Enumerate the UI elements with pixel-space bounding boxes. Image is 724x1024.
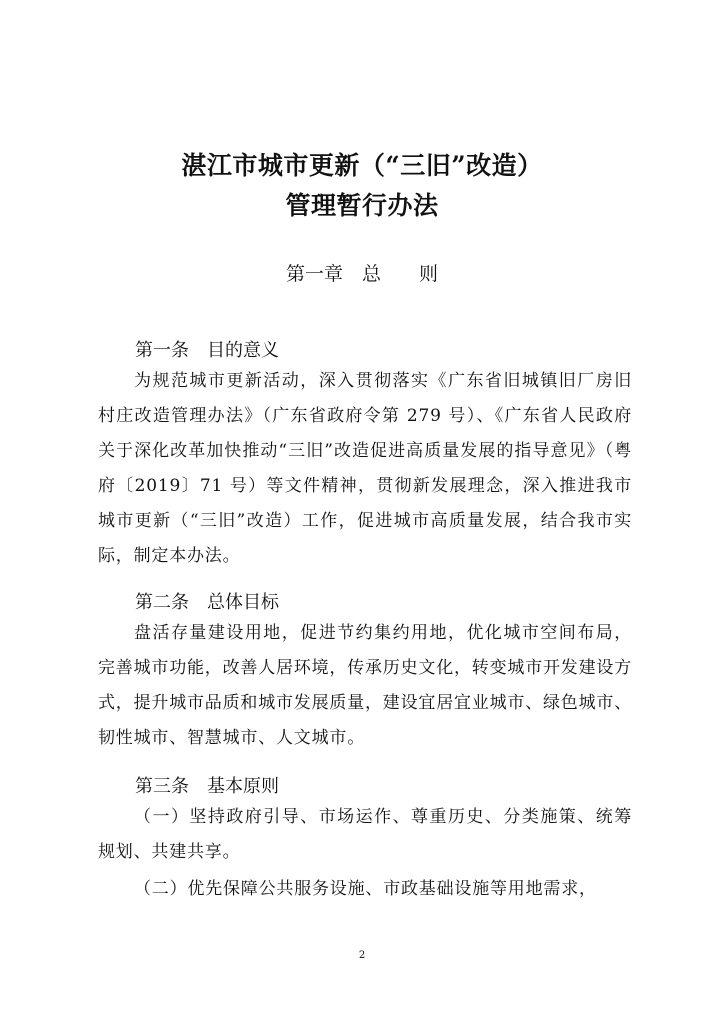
article-3-paragraph-2: （二）优先保障公共服务设施、市政基础设施等用地需求， <box>134 879 597 899</box>
article-number: 第二条 <box>135 592 189 613</box>
article-1-heading <box>135 336 279 362</box>
article-number: 第三条 <box>135 776 189 797</box>
article-2-paragraph: 盘活存量建设用地，促进节约集约用地，优化城市空间布局，完善城市功能，改善人居环境，传承历史文化，转变城市开发建设方式，提升城市品质和城市发展质量，建设宜居宜业城市、绿色城市、韧性城市、智慧城市、人文城市。 <box>98 623 632 748</box>
chapter-name: 总 则 <box>362 263 439 285</box>
chapter-heading <box>0 259 724 286</box>
chapter-label: 第一章 <box>285 263 343 285</box>
page-number: 2 <box>358 950 366 961</box>
article-2-heading <box>135 588 279 614</box>
document-title-line-2: 管理暂行办法 <box>285 191 439 220</box>
document-title-line-1: 湛江市城市更新（“三旧”改造） <box>181 151 543 180</box>
article-1-paragraph: 为规范城市更新活动，深入贯彻落实《广东省旧城镇旧厂房旧村庄改造管理办法》（广东省政府令第 279 号）、《广东省人民政府关于深化改革加快推动“三旧”改造促进高质量发展的指导意见》（粤府〔2019〕71 号）等文件精神，贯彻新发展理念，深入推进我市城市更新（“三旧”改造）工作，促进城市高质量发展，结合我市实际，制定本办法。 <box>98 371 632 566</box>
article-title: 目的意义 <box>207 340 279 361</box>
article-3-heading <box>135 772 279 798</box>
article-title: 基本原则 <box>207 776 279 797</box>
article-title: 总体目标 <box>207 592 279 613</box>
article-number: 第一条 <box>135 340 189 361</box>
article-3-paragraph-1: （一）坚持政府引导、市场运作、尊重历史、分类施策、统筹规划、共建共享。 <box>98 807 632 862</box>
